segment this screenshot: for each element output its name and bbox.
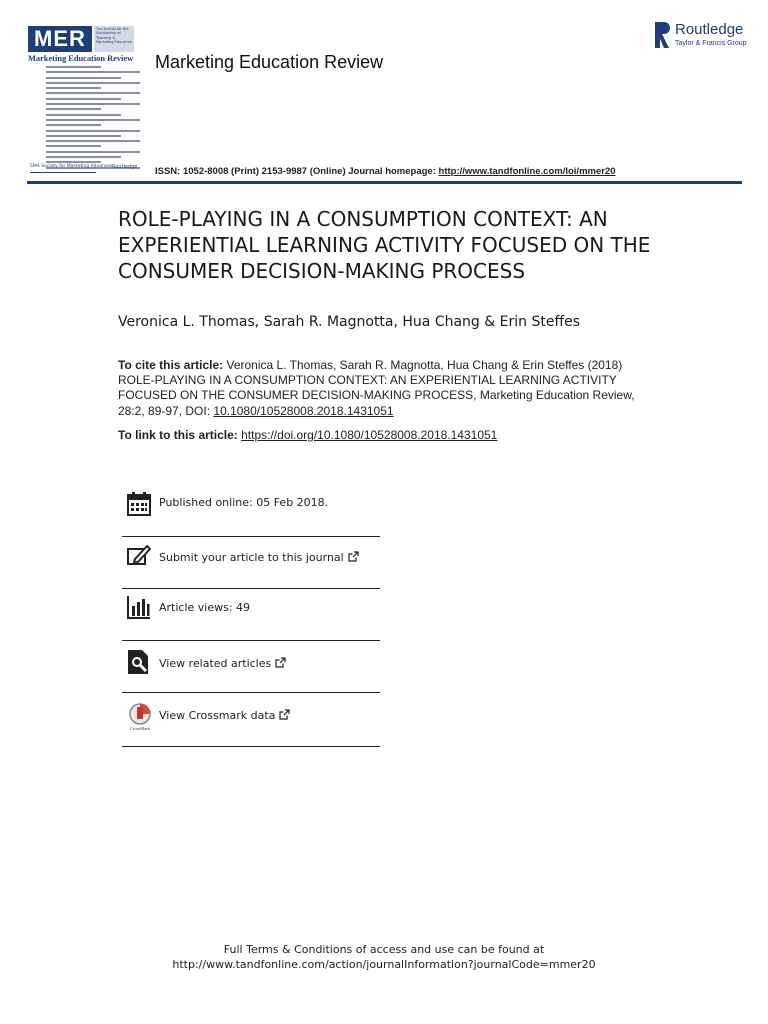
submit-article-link[interactable]	[159, 551, 359, 565]
crossmark-icon-label: CrossMark	[130, 726, 150, 731]
article-authors: Veronica L. Thomas, Sarah R. Magnotta, Hua Chang & Erin Steffes	[118, 314, 580, 330]
submit-row[interactable]	[122, 538, 380, 590]
external-link-icon	[279, 709, 290, 720]
publisher-logo[interactable]	[652, 20, 752, 52]
related-articles-label: View related articles	[159, 657, 272, 670]
calendar-icon	[126, 491, 152, 517]
link-label: To link to this article:	[118, 428, 242, 442]
article-doi-url[interactable]: https://doi.org/10.1080/10528008.2018.1431051	[241, 428, 498, 442]
terms-footer	[0, 942, 768, 972]
row-divider	[122, 640, 380, 641]
row-divider	[122, 692, 380, 693]
routledge-r-icon	[652, 20, 672, 50]
published-row	[122, 486, 380, 538]
bar-chart-icon	[126, 594, 152, 620]
terms-text: Full Terms & Conditions of access and use can be found at	[223, 943, 545, 956]
issn-line	[155, 165, 616, 178]
cover-footer	[28, 162, 138, 174]
journal-title: Marketing Education Review	[155, 52, 384, 72]
citation-block	[118, 358, 653, 419]
cite-label: To cite this article:	[118, 358, 224, 372]
row-divider	[122, 746, 380, 747]
crossmark-row[interactable]	[122, 694, 380, 746]
cover-tagline: The Journal for the Scholarship of Teaching & Marketing Education	[94, 26, 134, 52]
crossmark-icon	[125, 702, 155, 732]
published-date: Published online: 05 Feb 2018.	[159, 496, 329, 509]
journal-cover-thumbnail	[28, 26, 138, 174]
row-divider	[122, 588, 380, 589]
external-link-icon	[348, 551, 359, 562]
crossmark-label: View Crossmark data	[159, 709, 276, 722]
article-title: ROLE-PLAYING IN A CONSUMPTION CONTEXT: AN EXPERIENTIAL LEARNING ACTIVITY FOCUSED ON THE CONSUMER DECISION-MAKING PROCESS	[118, 207, 651, 283]
sma-logo: SMA Society for Marketing Advances	[30, 162, 96, 173]
header-divider	[27, 181, 742, 184]
article-views: Article views: 49	[159, 601, 251, 614]
mer-logo: MER	[28, 26, 92, 52]
related-articles-link[interactable]	[159, 657, 286, 671]
publisher-subtitle: Taylor & Francis Group	[675, 40, 747, 47]
row-divider	[122, 536, 380, 537]
related-row[interactable]	[122, 642, 380, 694]
views-row	[122, 590, 380, 642]
crossmark-link[interactable]	[159, 709, 290, 723]
doi-link[interactable]: 10.1080/10528008.2018.1431051	[213, 403, 394, 418]
search-document-icon	[126, 649, 152, 675]
cite-text: Veronica L. Thomas, Sarah R. Magnotta, Hua Chang & Erin Steffes (2018) ROLE-PLAYING IN A CONSUMPTION CONTEXT: AN EXPERIENTIAL LEARNING ACTIVITY FOCUSED ON THE CONSUMER DECISION-MAKING PROCESS, Marketing Education Review, 28:2, 89-97, DOI:	[118, 358, 635, 418]
cover-journal-name: Marketing Education Review	[28, 54, 134, 63]
journal-homepage-link[interactable]: http://www.tandfonline.com/loi/mmer20	[438, 166, 616, 177]
terms-url[interactable]: http://www.tandfonline.com/action/journalInformation?journalCode=mmer20	[172, 958, 596, 971]
edit-icon	[126, 543, 152, 569]
external-link-icon	[275, 657, 286, 668]
cover-contents-lines	[46, 66, 140, 174]
cover-publisher-logo: Routledge	[112, 164, 138, 170]
article-link-block	[118, 428, 497, 443]
publisher-name: Routledge	[675, 21, 744, 38]
issn-text: ISSN: 1052-8008 (Print) 2153-9987 (Online) Journal homepage:	[155, 166, 439, 177]
submit-article-label: Submit your article to this journal	[159, 551, 344, 564]
